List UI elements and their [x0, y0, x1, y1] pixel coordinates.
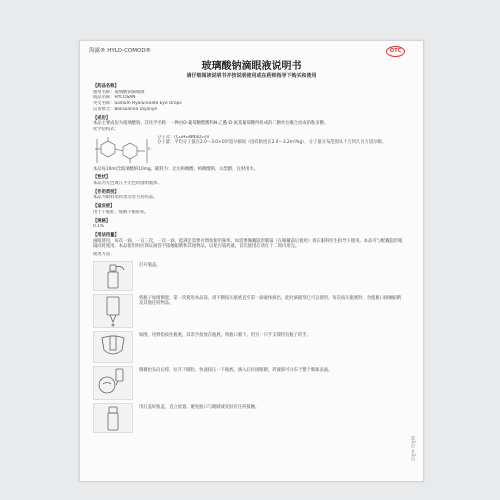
section-description [93, 175, 405, 186]
section-heading: 【适应症】 [93, 204, 115, 210]
section-spec [93, 219, 405, 230]
usage-step [93, 331, 405, 363]
text-line: 用于干眼症，缓解干眼症状。 [93, 209, 149, 215]
molecular-weight: 分子量：平均分子量在2.0～3.0×10⁶道尔顿间（固有粘度在2.4～3.2m³/kg），分子量分布范围从十万到几百万道尔顿。 [157, 140, 387, 146]
section-indications [93, 204, 405, 215]
usage-step [93, 366, 405, 400]
usage-step [93, 403, 405, 433]
applying-eye-drop-illustration [93, 366, 133, 400]
section-heading: 【药品名称】 [93, 84, 119, 89]
usage-step [93, 261, 405, 291]
text-line: 0.1% [93, 224, 104, 230]
section-usage [93, 233, 405, 258]
document-body [93, 84, 405, 433]
svg-text:n: n [148, 145, 151, 151]
step-text: 将瓶子如图倒置，第一次使用本品前，请不断按压瓶底直至第一滴液体滴出，此时滴眼剂已可以使用。每次按压瓶底时，勿使瓶口接触眼睛及其他任何物品。 [139, 295, 402, 307]
text-line: 汉语拼音：Bolisuanna Diyanye [93, 106, 158, 112]
usage-steps [93, 261, 405, 433]
text-line: 化学结构式： [93, 126, 119, 132]
text-line: 本品为眼科用药类非处方药药品。 [93, 195, 158, 201]
text-line: 商品名称：HYCOSAN [93, 95, 136, 101]
bottle-open-cap-illustration [93, 261, 133, 291]
section-heading: 【性状】 [93, 175, 111, 181]
usage-step [93, 294, 405, 328]
bottle-closed-illustration [93, 403, 133, 433]
page-number-vertical: 第1页 共2页 [410, 435, 415, 461]
otc-badge: OTC [386, 46, 405, 57]
section-heading: 【规格】 [93, 218, 111, 224]
step-text: 微微抬头向后仰，拉开下眼睑，快速按压一下瓶底。滴入后轻闭眼睛，药液即可分布于整个眼球表面。 [139, 367, 333, 373]
brand-logo: 海露® HYLO-COMOD® [89, 48, 152, 54]
formula-block [157, 135, 386, 146]
excipients-text: 本品每10ml含玻璃酸钠10mg。辅料为：无水枸橼酸，枸橼酸钠，山梨醇，注射用水。 [93, 166, 259, 172]
text-paragraph: 滴眼使用，每次一滴，一日三次，一次一滴，能满足需要可增加使用频率。如需要佩戴隐形眼镜（在佩戴前后使用）请在眼科医生指导下使用。本品可与配戴隐形眼镜同时使用。本品使用时应保证滴管不接触眼睛和其他物品，以免污染药液。首次使用后请在十二周内用完。 [93, 238, 403, 250]
text-line: 通用名称：玻璃酸钠滴眼液 [93, 89, 145, 95]
step-text: 如图，用拇指按住瓶底，其余手指放在瓶底。将瓶口朝下，用另一只手支撑持有瓶子的手。 [139, 332, 311, 338]
molecular-formula: 分子式：(C₁₄H₂₀NNaO₁₁)n [157, 134, 210, 140]
text-line: 本品为无色或几乎无色的澄明液体。 [93, 181, 162, 187]
leaflet-page [79, 40, 424, 482]
section-heading: 【成份】 [93, 115, 111, 121]
warning-text: 请仔细阅读说明书并按说明使用或在药师指导下购买和使用 [186, 73, 317, 79]
section-ingredients [93, 116, 405, 173]
chemical-structure-diagram [93, 135, 153, 165]
step-text: 用后盖好瓶盖，直立放置。避免瓶口与眼睛或皮肤有任何接触。 [139, 404, 260, 410]
chemical-structure-row [93, 135, 405, 165]
section-heading: 【作用类别】 [93, 189, 119, 195]
usage-method-label: 使用方法： [93, 252, 115, 258]
text-line: 英文名称：Sodium Hyaluronate Eye Drops [93, 101, 182, 107]
text-line: 本品主要成份为玻璃酸钠。其化学名称：一种由D-葡萄糖醛酸和N-乙酰-D-氨基葡萄糖所组成的二糖单位聚合而成的粘多糖。 [93, 121, 329, 127]
document-title: 玻璃酸钠滴眼液说明书 [201, 61, 302, 72]
hand-holding-bottle-illustration [93, 331, 133, 363]
step-text: 打开瓶盖。 [139, 262, 161, 268]
section-drug-name [93, 84, 405, 113]
bottle-inverted-illustration [93, 294, 133, 328]
section-heading: 【用法用量】 [93, 232, 119, 238]
section-category [93, 190, 405, 201]
